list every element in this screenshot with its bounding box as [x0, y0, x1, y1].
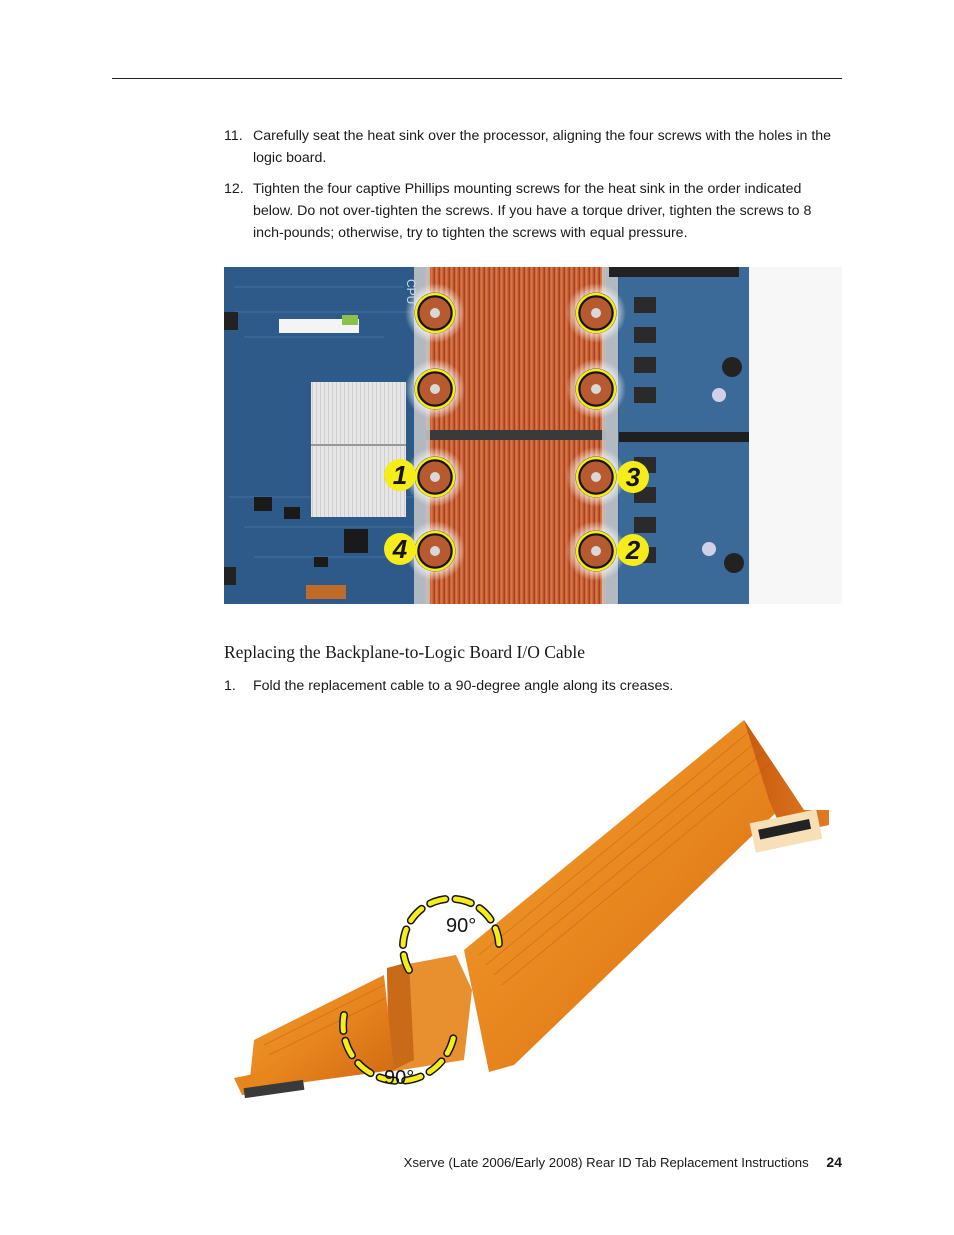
section-heading: Replacing the Backplane-to-Logic Board I/O Cable [224, 642, 586, 662]
callout-1: 1 [392, 460, 408, 490]
step-number: 12. [224, 181, 244, 197]
header-rule [112, 78, 842, 79]
callout-4: 4 [392, 534, 408, 564]
cpu-board-label: CPU [404, 279, 418, 305]
step-text: Carefully seat the heat sink over the processor, aligning the four screws with the holes in the logic board. [253, 128, 832, 166]
angle-label-top: 90° [446, 915, 477, 937]
step-number: 1. [224, 678, 236, 694]
step-number: 11. [224, 128, 243, 144]
footer-doc-title: Xserve (Late 2006/Early 2008) Rear ID Tab Replacement Instructions [403, 1155, 809, 1170]
callout-3: 3 [625, 462, 641, 492]
footer-page-number: 24 [826, 1154, 842, 1170]
folded-cable-photo [224, 700, 842, 1110]
page-footer [404, 1154, 842, 1170]
callout-2: 2 [625, 535, 641, 565]
heatsink-screw-order-photo [224, 267, 842, 604]
step-text: Fold the replacement cable to a 90-degree angle along its creases. [253, 678, 674, 694]
step-text: Tighten the four captive Phillips mounting screws for the heat sink in the order indicated below. Do not over-tighten the screws. If you have a torque driver, tighten the screws to 8 inch-pounds; otherwise, try to tighten the screws with equal pressure. [253, 181, 812, 241]
angle-label-bottom: 90° [384, 1067, 415, 1089]
